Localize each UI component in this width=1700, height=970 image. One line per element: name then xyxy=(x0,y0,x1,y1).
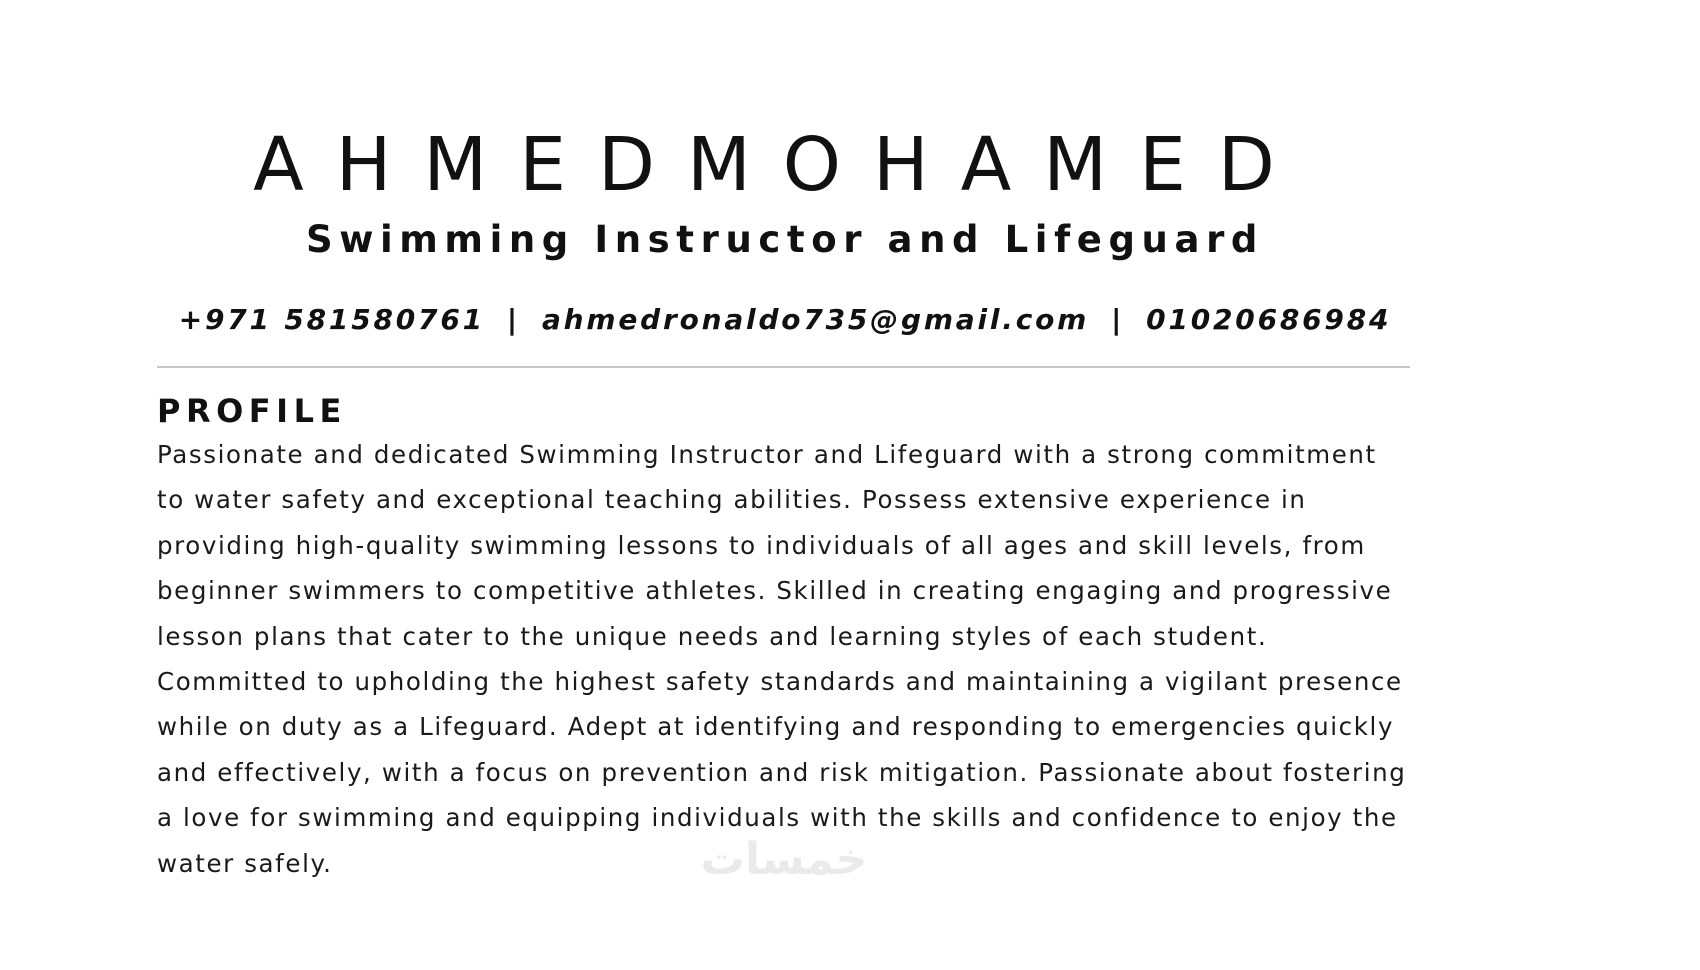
watermark-logo xyxy=(688,832,880,882)
contact-phone: +971 581580761 xyxy=(178,303,485,336)
contact-separator: | xyxy=(1111,303,1125,336)
profile-line: Committed to upholding the highest safety standards and maintaining a vigilant presence xyxy=(157,667,1403,697)
watermark-text: خمسات xyxy=(700,834,868,882)
profile-line: and effectively, with a focus on prevention and risk mitigation. Passionate about fostering xyxy=(157,757,1407,787)
profile-line: Passionate and dedicated Swimming Instructor and Lifeguard with a strong commitment xyxy=(157,440,1377,469)
contact-separator: | xyxy=(506,303,520,336)
profile-line: to water safety and exceptional teaching abilities. Possess extensive experience in xyxy=(157,485,1307,515)
profile-line: beginner swimmers to competitive athletes. Skilled in creating engaging and progressive xyxy=(157,576,1393,606)
contact-email: ahmedronaldo735@gmail.com xyxy=(541,303,1090,336)
profile-line: lesson plans that cater to the unique needs and learning styles of each student. xyxy=(157,621,1268,651)
profile-heading: PROFILE xyxy=(157,392,347,430)
contact-alt-phone: 01020686984 xyxy=(1146,303,1392,336)
profile-line: providing high-quality swimming lessons to individuals of all ages and skill levels, from xyxy=(157,530,1366,560)
profile-line: while on duty as a Lifeguard. Adept at identifying and responding to emergencies quickly xyxy=(157,712,1395,742)
resume-name: AHMEDMOHAMED xyxy=(253,122,1307,208)
profile-text xyxy=(157,432,1487,886)
profile-line: water safely. xyxy=(157,848,333,878)
contact-line xyxy=(0,303,1570,337)
resume-job-title: Swimming Instructor and Lifeguard xyxy=(305,218,1265,261)
header-divider xyxy=(157,366,1410,368)
profile-line: a love for swimming and equipping individuals with the skills and confidence to enjoy the xyxy=(157,803,1398,833)
